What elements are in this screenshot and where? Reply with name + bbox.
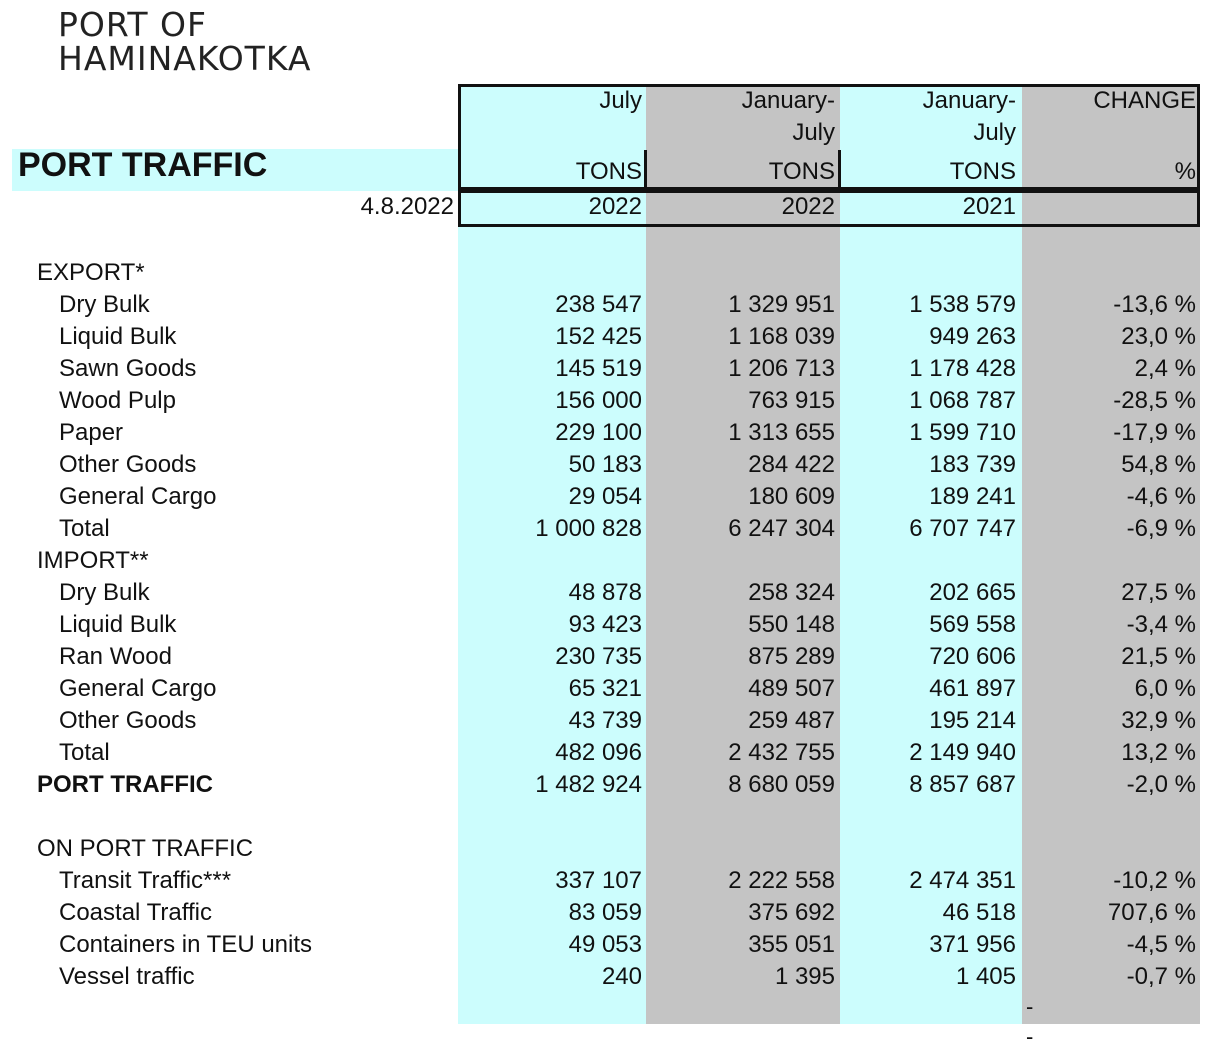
row-value-col2: 1 206 713 [728, 355, 835, 382]
table-row [0, 321, 1214, 353]
table-row [0, 801, 1214, 833]
trailing-mark-2: - [1026, 1024, 1034, 1049]
row-value-col4: -2,0 % [1126, 771, 1196, 798]
row-value-col1: 29 054 [568, 483, 642, 510]
row-value-col2: 180 609 [748, 483, 835, 510]
header-col3-unit: TONS [949, 158, 1016, 185]
row-value-col1: 230 735 [555, 643, 642, 670]
header-col1-unit: TONS [575, 158, 642, 185]
row-value-col2: 6 247 304 [728, 515, 835, 542]
row-value-col2: 1 168 039 [728, 323, 835, 350]
row-value-col4: 54,8 % [1121, 451, 1196, 478]
row-label: Dry Bulk [59, 291, 150, 318]
row-value-col4: 6,0 % [1134, 675, 1196, 702]
row-value-col3: 569 558 [929, 611, 1016, 638]
row-value-col4: 2,4 % [1134, 355, 1196, 382]
row-value-col4: 707,6 % [1107, 899, 1196, 926]
row-value-col3: 183 739 [929, 451, 1016, 478]
table-row [0, 865, 1214, 897]
row-label: ON PORT TRAFFIC [37, 835, 254, 862]
row-label: IMPORT** [37, 547, 149, 574]
row-value-col3: 949 263 [929, 323, 1016, 350]
row-value-col3: 461 897 [929, 675, 1016, 702]
table-row [0, 385, 1214, 417]
row-value-col1: 48 878 [568, 579, 642, 606]
header-col3-line1: January- [922, 87, 1016, 114]
row-label: Wood Pulp [59, 387, 176, 414]
row-value-col2: 375 692 [748, 899, 835, 926]
row-value-col3: 2 474 351 [909, 867, 1016, 894]
table-row [0, 673, 1214, 705]
row-value-col4: 32,9 % [1121, 707, 1196, 734]
row-label: General Cargo [59, 483, 217, 510]
row-value-col4: 13,2 % [1121, 739, 1196, 766]
row-label: EXPORT* [37, 259, 145, 286]
row-label: Coastal Traffic [59, 899, 212, 926]
row-value-col1: 43 739 [568, 707, 642, 734]
table-row [0, 641, 1214, 673]
row-value-col4: -6,9 % [1126, 515, 1196, 542]
header-col4-unit: % [1174, 158, 1196, 185]
logo-line-2: HAMINAKOTKA [58, 39, 312, 78]
row-value-col3: 1 599 710 [909, 419, 1016, 446]
table-row [0, 449, 1214, 481]
row-label: Ran Wood [59, 643, 172, 670]
row-value-col3: 1 405 [955, 963, 1016, 990]
row-value-col1: 240 [601, 963, 642, 990]
row-label: Vessel traffic [59, 963, 195, 990]
report-date: 4.8.2022 [360, 193, 454, 220]
header-col3-line2: July [973, 119, 1016, 146]
row-value-col2: 763 915 [748, 387, 835, 414]
row-label: Other Goods [59, 451, 197, 478]
row-value-col3: 1 068 787 [909, 387, 1016, 414]
table-row [0, 705, 1214, 737]
trailing-mark-1: - [1026, 994, 1034, 1019]
row-value-col1: 152 425 [555, 323, 642, 350]
row-value-col1: 83 059 [568, 899, 642, 926]
table-row [0, 897, 1214, 929]
row-value-col4: -3,4 % [1126, 611, 1196, 638]
row-label: Paper [59, 419, 124, 446]
table-row [0, 353, 1214, 385]
header-col1-line1: July [599, 87, 642, 114]
row-value-col4: 23,0 % [1121, 323, 1196, 350]
row-value-col2: 259 487 [748, 707, 835, 734]
logo-line-1: PORT OF [58, 5, 208, 44]
row-value-col3: 189 241 [929, 483, 1016, 510]
row-value-col2: 875 289 [748, 643, 835, 670]
row-value-col4: -13,6 % [1113, 291, 1196, 318]
table-row [0, 961, 1214, 993]
row-value-col1: 337 107 [555, 867, 642, 894]
row-value-col1: 156 000 [555, 387, 642, 414]
header-col1-year: 2022 [588, 193, 642, 220]
row-value-col2: 1 313 655 [728, 419, 835, 446]
row-value-col3: 371 956 [929, 931, 1016, 958]
table-row [0, 257, 1214, 289]
table-row [0, 513, 1214, 545]
header-col2-year: 2022 [781, 193, 835, 220]
table-row [0, 417, 1214, 449]
row-value-col2: 1 329 951 [728, 291, 835, 318]
table-row [0, 289, 1214, 321]
row-value-col2: 355 051 [748, 931, 835, 958]
row-value-col3: 8 857 687 [909, 771, 1016, 798]
row-value-col1: 65 321 [568, 675, 642, 702]
row-label: Total [59, 739, 110, 766]
company-logo [58, 5, 312, 78]
row-value-col3: 6 707 747 [909, 515, 1016, 542]
row-value-col3: 46 518 [942, 899, 1016, 926]
row-value-col2: 550 148 [748, 611, 835, 638]
row-value-col3: 720 606 [929, 643, 1016, 670]
row-label: Other Goods [59, 707, 197, 734]
row-label: Dry Bulk [59, 579, 150, 606]
row-value-col3: 202 665 [929, 579, 1016, 606]
row-value-col4: 27,5 % [1121, 579, 1196, 606]
row-label: Liquid Bulk [59, 611, 177, 638]
table-row [0, 769, 1214, 801]
table-row [0, 929, 1214, 961]
header-col2-unit: TONS [768, 158, 835, 185]
row-value-col4: -28,5 % [1113, 387, 1196, 414]
row-value-col4: -10,2 % [1113, 867, 1196, 894]
row-value-col1: 1 000 828 [535, 515, 642, 542]
row-value-col2: 2 222 558 [728, 867, 835, 894]
row-value-col2: 8 680 059 [728, 771, 835, 798]
table-row [0, 481, 1214, 513]
page-title: PORT TRAFFIC [18, 146, 268, 184]
row-label: Transit Traffic*** [59, 867, 232, 894]
row-label: Total [59, 515, 110, 542]
row-value-col4: -4,6 % [1126, 483, 1196, 510]
table-row [0, 737, 1214, 769]
row-label: General Cargo [59, 675, 217, 702]
row-value-col1: 229 100 [555, 419, 642, 446]
row-value-col4: -4,5 % [1126, 931, 1196, 958]
row-value-col3: 1 178 428 [909, 355, 1016, 382]
row-label: Sawn Goods [59, 355, 197, 382]
row-value-col3: 2 149 940 [909, 739, 1016, 766]
table-row [0, 545, 1214, 577]
header-col2-line1: January- [741, 87, 835, 114]
row-value-col1: 145 519 [555, 355, 642, 382]
row-value-col1: 1 482 924 [535, 771, 642, 798]
row-value-col1: 50 183 [568, 451, 642, 478]
header-col2-line2: July [792, 119, 835, 146]
row-value-col2: 489 507 [748, 675, 835, 702]
table-row [0, 609, 1214, 641]
table-row [0, 833, 1214, 865]
row-value-col1: 482 096 [555, 739, 642, 766]
row-value-col2: 1 395 [774, 963, 835, 990]
row-label: Liquid Bulk [59, 323, 177, 350]
row-value-col3: 1 538 579 [909, 291, 1016, 318]
row-value-col2: 284 422 [748, 451, 835, 478]
row-value-col2: 2 432 755 [728, 739, 835, 766]
row-value-col1: 49 053 [568, 931, 642, 958]
row-value-col4: -17,9 % [1113, 419, 1196, 446]
row-label: Containers in TEU units [59, 931, 313, 958]
row-value-col1: 93 423 [568, 611, 642, 638]
table-row [0, 577, 1214, 609]
row-value-col1: 238 547 [555, 291, 642, 318]
row-value-col4: 21,5 % [1121, 643, 1196, 670]
row-value-col4: -0,7 % [1126, 963, 1196, 990]
row-label: PORT TRAFFIC [37, 771, 213, 798]
header-col4-line1: CHANGE [1093, 87, 1196, 114]
row-value-col2: 258 324 [748, 579, 835, 606]
header-col3-year: 2021 [962, 193, 1016, 220]
row-value-col3: 195 214 [929, 707, 1016, 734]
